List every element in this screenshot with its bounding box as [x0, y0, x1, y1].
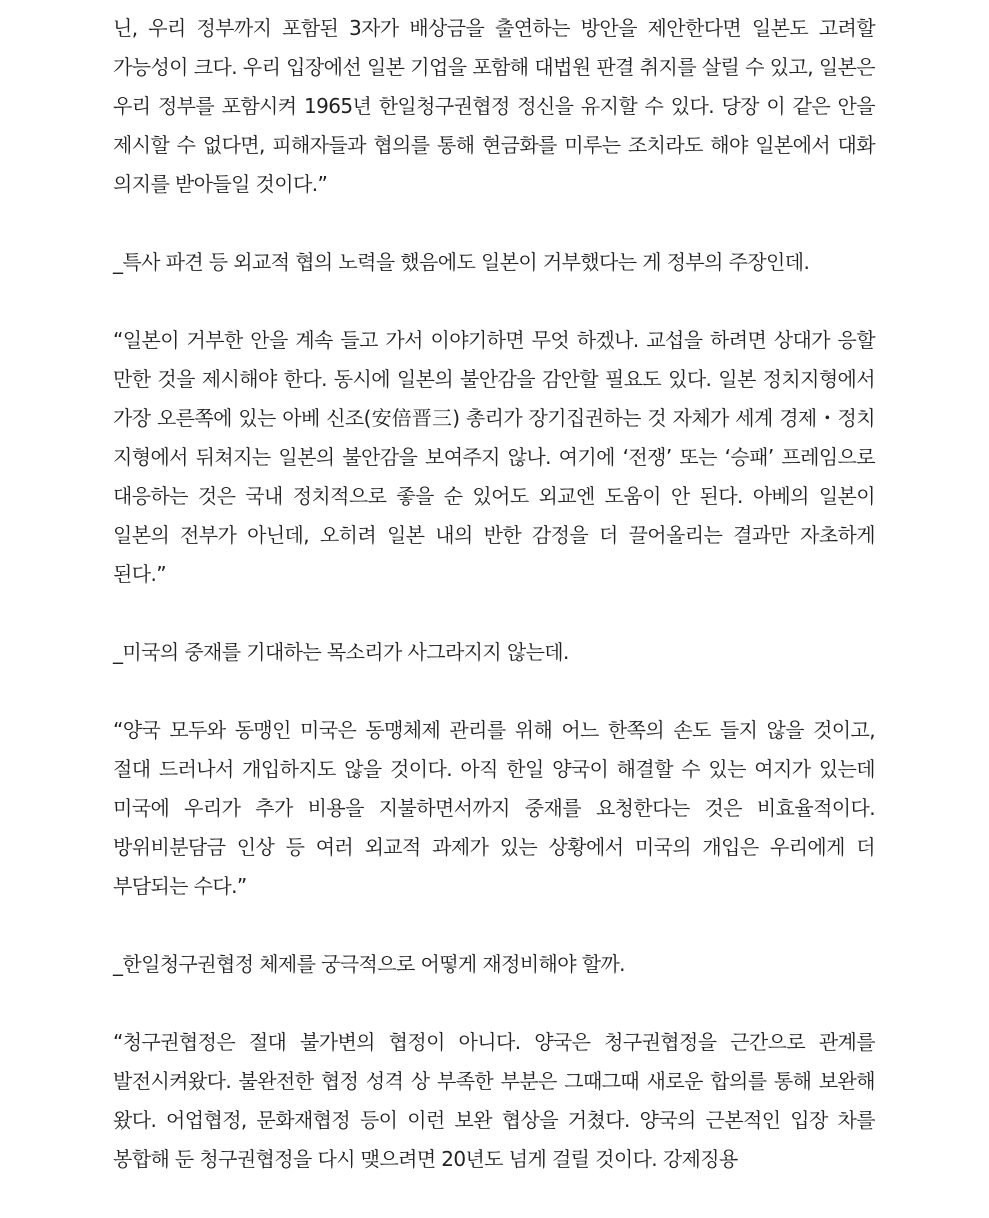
answer-paragraph: 닌, 우리 정부까지 포함된 3자가 배상금을 출연하는 방안을 제안한다면 일본도 고려할 가능성이 크다. 우리 입장에선 일본 기업을 포함해 대법원 판결 취지를 살릴 수 있고, 일본은 우리 정부를 포함시켜 1965년 한일청구권협정 정신을 유지할 수 있다. 당장 이 같은 안을 제시할 수 없다면, 피해자들과 협의를 통해 현금화를 미루는 조치라도 해야 일본에서 대화 의지를 받아들일 것이다.” [113, 16, 875, 196]
answer-paragraph: “청구권협정은 절대 불가변의 협정이 아니다. 양국은 청구권협정을 근간으로 관계를 발전시켜왔다. 불완전한 협정 성격 상 부족한 부분은 그때그때 새로운 합의를 통해 보완해 왔다. 어업협정, 문화재협정 등이 이런 보완 협상을 거쳤다. 양국의 근본적인 입장 차를 봉합해 둔 청구권협정을 다시 맺으려면 20년도 넘게 걸릴 것이다. 강제징용 [113, 1030, 875, 1171]
interview-question: _미국의 중재를 기대하는 목소리가 사그라지지 않는데. [113, 640, 569, 664]
interview-question: _특사 파견 등 외교적 협의 노력을 했음에도 일본이 거부했다는 게 정부의 주장인데. [113, 250, 810, 274]
article-body [113, 9, 875, 1218]
answer-paragraph: “일본이 거부한 안을 계속 들고 가서 이야기하면 무엇 하겠나. 교섭을 하려면 상대가 응할 만한 것을 제시해야 한다. 동시에 일본의 불안감을 감안할 필요도 있다. 일본 정치지형에서 가장 오른쪽에 있는 아베 신조(安倍晋三) 총리가 장기집권하는 것 자체가 세계 경제・정치 지형에서 뒤쳐지는 일본의 불안감을 보여주지 않나. 여기에 ‘전쟁’ 또는 ‘승패’ 프레임으로 대응하는 것은 국내 정치적으로 좋을 순 있어도 외교엔 도움이 안 된다. 아베의 일본이 일본의 전부가 아닌데, 오히려 일본 내의 반한 감정을 더 끌어올리는 결과만 자초하게 된다.” [113, 328, 875, 586]
answer-paragraph: “양국 모두와 동맹인 미국은 동맹체제 관리를 위해 어느 한쪽의 손도 들지 않을 것이고, 절대 드러나서 개입하지도 않을 것이다. 아직 한일 양국이 해결할 수 있는 여지가 있는데 미국에 우리가 추가 비용을 지불하면서까지 중재를 요청한다는 것은 비효율적이다. 방위비분담금 인상 등 여러 외교적 과제가 있는 상황에서 미국의 개입은 우리에게 더 부담되는 수다.” [113, 718, 875, 898]
interview-question: _한일청구권협정 체제를 궁극적으로 어떻게 재정비해야 할까. [113, 952, 625, 976]
